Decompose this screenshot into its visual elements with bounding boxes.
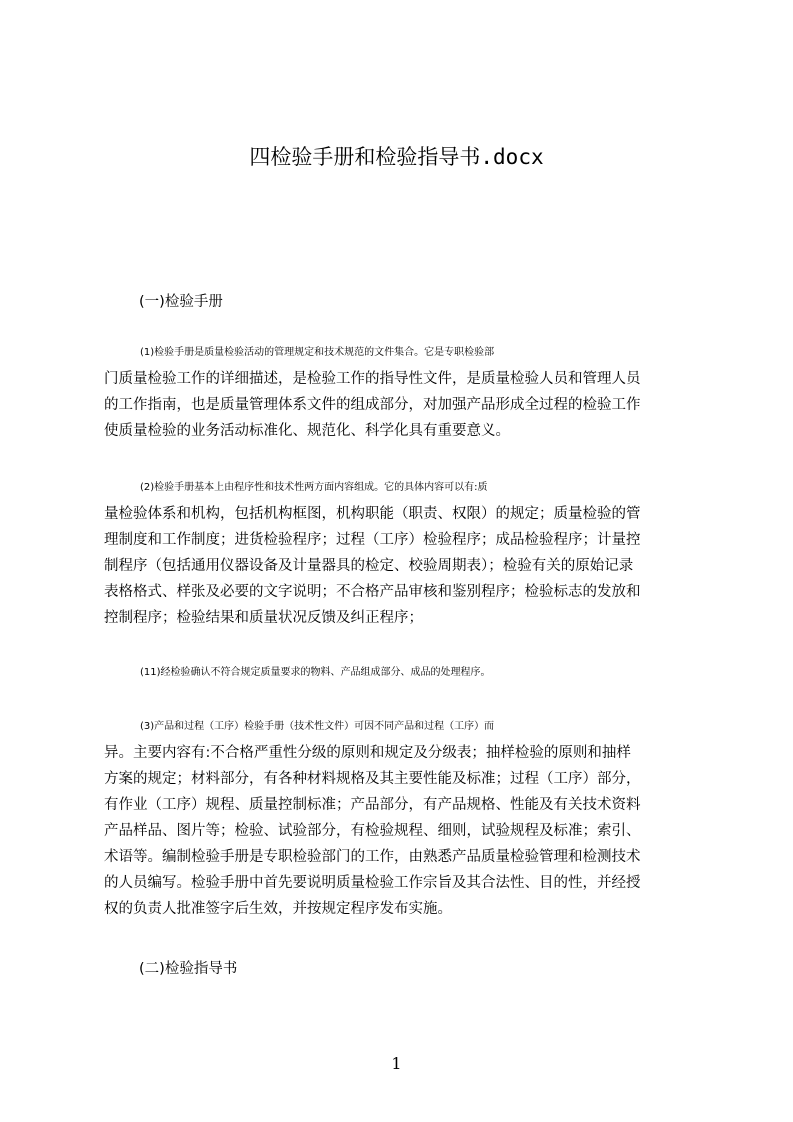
paragraph-line: 产品样品、图片等；检验、试验部分，有检验规程、细则，试验规程及标准；索引、 [104, 823, 641, 839]
paragraph-1 [104, 340, 704, 444]
paragraph-line: 理制度和工作制度；进货检验程序；过程（工序）检验程序；成品检验程序；计量控 [104, 532, 641, 548]
paragraph-line: (1)检验手册是质量检验活动的管理规定和技术规范的文件集合。它是专职检验部 [140, 347, 495, 358]
paragraph-line: 量检验体系和机构，包括机构框图，机构职能（职责、权限）的规定；质量检验的管 [104, 506, 641, 522]
paragraph-line: (11)经检验确认不符合规定质量要求的物料、产品组成部分、成品的处理程序。 [140, 667, 491, 678]
paragraph-line: (2)检验手册基本上由程序性和技术性两方面内容组成。它的具体内容可以有:质 [140, 482, 488, 493]
section-heading-1: (一)检验手册 [139, 294, 223, 310]
section-heading-2: (二)检验指导书 [139, 961, 238, 977]
paragraph-line: 术语等。编制检验手册是专职检验部门的工作，由熟悉产品质量检验管理和检测技术 [104, 849, 641, 865]
paragraph-line: 门质量检验工作的详细描述，是检验工作的指导性文件，是质量检验人员和管理人员 [104, 371, 641, 387]
paragraph-line: 的工作指南，也是质量管理体系文件的组成部分，对加强产品形成全过程的检验工作 [104, 397, 641, 413]
paragraph-line: 表格格式、样张及必要的文字说明；不合格产品审核和鉴别程序；检验标志的发放和 [104, 584, 641, 600]
paragraph-line: 制程序（包括通用仪器设备及计量器具的检定、校验周期表）；检验有关的原始记录 [104, 558, 634, 574]
document-title: 四检验手册和检验指导书.docx [249, 145, 544, 169]
paragraph-3 [104, 660, 704, 686]
paragraph-line: 权的负责人批准签字后生效，并按规定程序发布实施。 [104, 901, 452, 917]
paragraph-line: 控制程序；检验结果和质量状况反馈及纠正程序； [104, 610, 423, 626]
page-number: 1 [391, 1054, 402, 1073]
paragraph-line: 使质量检验的业务活动标准化、规范化、科学化具有重要意义。 [104, 423, 510, 439]
paragraph-line: 的人员编写。检验手册中首先要说明质量检验工作宗旨及其合法性、目的性，并经授 [104, 875, 641, 891]
paragraph-line: (3)产品和过程（工序）检验手册（技术性文件）可因不同产品和过程（工序）而 [140, 721, 495, 732]
paragraph-line: 方案的规定；材料部分，有各种材料规格及其主要性能及标准；过程（工序）部分， [104, 771, 641, 787]
paragraph-line: 有作业（工序）规程、质量控制标准；产品部分，有产品规格、性能及有关技术资料 [104, 797, 641, 813]
paragraph-2 [104, 475, 704, 631]
paragraph-line: 异。主要内容有:不合格严重性分级的原则和规定及分级表；抽样检验的原则和抽样 [104, 745, 631, 761]
paragraph-4 [104, 714, 704, 922]
